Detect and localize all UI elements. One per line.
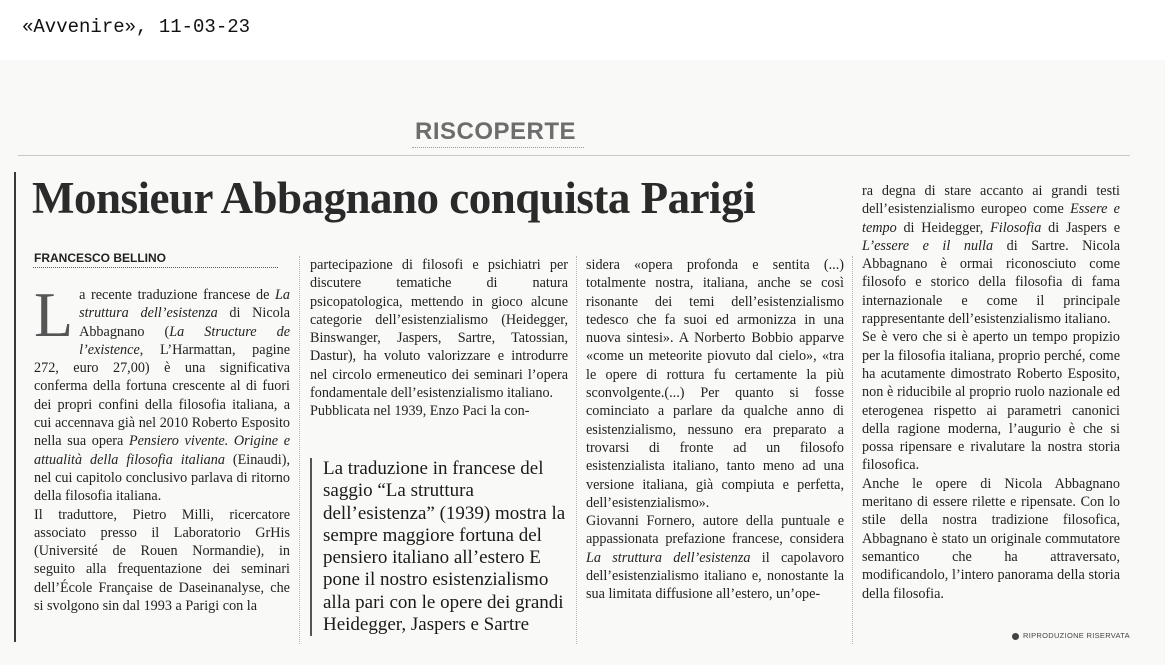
copyright-icon: [1012, 633, 1019, 640]
byline-rule: [33, 267, 278, 268]
left-rule: [14, 172, 16, 642]
section-underline: [412, 147, 584, 148]
source-citation: «Avvenire», 11-03-23: [22, 16, 251, 38]
paragraph: Se è vero che si è aperto un tempo propizio per la filosofia italiana, proprio perché, come ha acutamente dimostrato Roberto Esposito, non è riducibile al proprio ruolo nazionale ed eterogenea rispetto ai parametri canonici della ragione moderna, l’augurio è che si possa ripensare e rivalutare la nostra storia filosofica.: [862, 329, 1120, 474]
paragraph: Giovanni Fornero, autore della puntuale e appassionata prefazione francese, considera La struttura dell’esistenza il capolavoro dell’esistenzialismo italiano e, nonostante la sua limitata diffusione all’estero, un’ope-: [586, 513, 844, 603]
paragraph: ra degna di stare accanto ai grandi testi dell’esistenzialismo europeo come Essere e tempo di Heidegger, Filosofia di Jaspers e L’essere e il nulla di Sartre. Nicola Abbagnano è ormai riconosciuto come filosofo e storico della filosofia di fama internazionale e come il principale rappresentante dell’esistenzialismo italiano.: [862, 183, 1120, 328]
top-rule: [18, 155, 1130, 156]
column-divider: [576, 256, 577, 644]
article-column-3: [586, 256, 844, 604]
byline: [34, 251, 166, 265]
paragraph: Anche le opere di Nicola Abbagnano meritano di essere rilette e ripensate. Con lo stile della nostra tradizione filosofica, Abbagnano è stato un originale commutatore semantico che ha attraversato, modificandolo, l’intero panorama della storia della filosofia.: [862, 475, 1120, 602]
pull-quote: La traduzione in francese del saggio “La struttura dell’esistenza” (1939) mostra la sempre maggiore fortuna del pensiero italiano all’estero E pone il nostro esistenzialismo alla pari con le opere dei grandi Heidegger, Jaspers e Sartre: [310, 458, 573, 636]
article-column-4: [862, 182, 1120, 603]
column-divider: [852, 256, 853, 644]
paragraph: a recente traduzione francese de La struttura dell’esistenza di Nicola Abbagnano (La Structure de l’existence, L’Harmattan, pagine 272, euro 27,00) è una significativa conferma della fortuna crescente al di fuori dei propri confini della filosofia italiana, a cui accennava già nel 2010 Roberto Esposito nella sua opera Pensiero vivente. Origine e attualità della filosofia italiana (Einaudi), nel cui capitolo conclusivo parlava di ritorno della filosofia italiana.: [34, 287, 291, 505]
article-column-1: [34, 279, 291, 615]
copyright-notice: [1012, 631, 1130, 640]
author-last-name: BELLINO: [113, 251, 167, 265]
paragraph: Pubblicata nel 1939, Enzo Paci la con-: [310, 403, 530, 420]
section-label: RISCOPERTE: [415, 118, 577, 145]
article-headline: Monsieur Abbagnano conquista Parigi: [32, 173, 756, 223]
paragraph: partecipazione di filosofi e psichiatri per discutere tematiche di natura psicopatologica, mettendo in gioco alcune categorie dell’esistenzialismo (Heidegger, Binswanger, Jaspers, Sartre, Tatossian, Dastur), ha voluto valorizzare e introdurre nel circolo ermeneutico dei seminari l’opera fondamentale dell’esistenzialismo italiano.: [310, 257, 568, 402]
column-divider: [299, 256, 300, 644]
paragraph: Il traduttore, Pietro Milli, ricercatore associato presso il Laboratorio GrHis (Université de Rouen Normandie), in seguito alla frequentazione dei seminari dell’École Française de Daseinanalyse, che si svolgono sin dal 1993 a Parigi con la: [34, 506, 290, 615]
author-first-name: FRANCESCO: [34, 251, 114, 265]
article-column-2: [310, 256, 568, 421]
paragraph: sidera «opera profonda e sentita (...) totalmente nostra, italiana, anche se così risonante dei temi dell’esistenzialismo tedesco che fa suoi ed armonizza in una nuova sintesi». A Norberto Bobbio apparve «come un meteorite piovuto dal cielo», «tra le opere di rottura fu certamente la più sconvolgente.(...) Per quanto si fosse cominciato a parlare da qualche anno di esistenzialismo, nessuno era preparato a trovarsi di fronte ad un filosofo esistenzialista italiano, tanto meno ad una versione italiana, già compiuta e perfetta, dell’esistenzialismo».: [586, 257, 844, 511]
copyright-text: RIPRODUZIONE RISERVATA: [1023, 631, 1130, 640]
drop-cap: L: [34, 279, 74, 350]
